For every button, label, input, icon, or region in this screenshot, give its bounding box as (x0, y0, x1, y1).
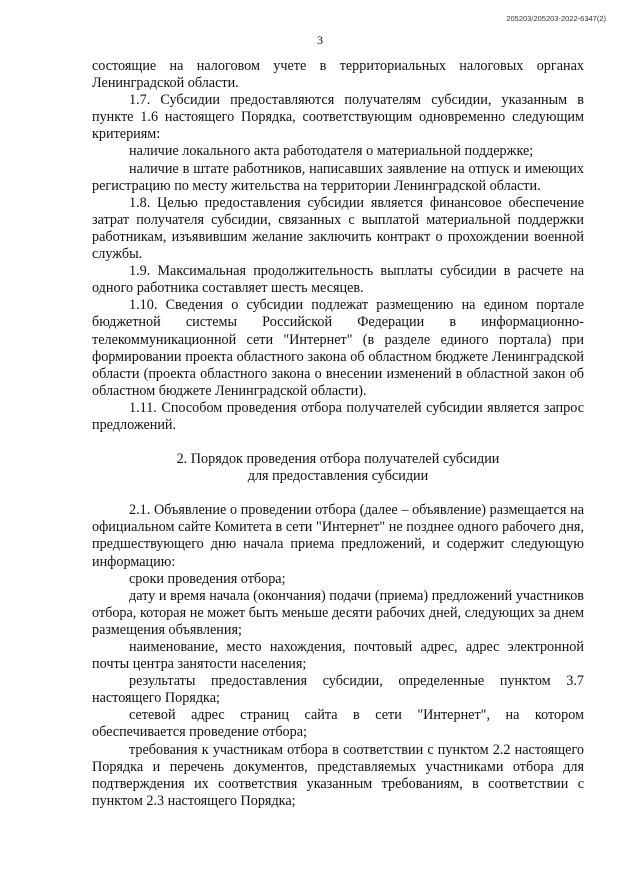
criterion-1: наличие локального акта работодателя о материальной поддержке; (129, 143, 534, 160)
list-item-4: результаты предоставления субсидии, определенные пунктом 3.7 настоящего Порядка; (92, 673, 584, 707)
list-item-5: сетевой адрес страниц сайта в сети "Интернет", на котором обеспечивается проведение отбора; (92, 707, 584, 741)
paragraph-1-7: 1.7. Субсидии предоставляются получателям субсидии, указанным в пункте 1.6 настоящего Порядка, соответствующим одновременно следующим критериям: (92, 92, 584, 143)
list-item-1: сроки проведения отбора; (129, 570, 286, 587)
paragraph-1-11: 1.11. Способом проведения отбора получателей субсидии является запрос предложений. (92, 399, 584, 433)
paragraph-1-10: 1.10. Сведения о субсидии подлежат размещению на едином портале бюджетной системы Российской Федерации в информационно-телекоммуникационной сети "Интернет" (в разделе единого портала) при формировании проекта областного закона об областном бюджете Ленинградской области (проекта областного закона о внесении изменений в областной закон об областном бюджете Ленинградской области). (92, 297, 584, 399)
paragraph-1-8: 1.8. Целью предоставления субсидии является финансовое обеспечение затрат получателя субсидии, связанных с выплатой материальной поддержки работникам, изъявившим желание заключить контракт о прохождении военной службы. (92, 194, 584, 263)
page-number: 3 (317, 33, 323, 47)
paragraph-continuation: состоящие на налоговом учете в территориальных налоговых органах Ленинградской области. (92, 58, 584, 92)
list-item-3: наименование, место нахождения, почтовый адрес, адрес электронной почты центра занятости населения; (92, 639, 584, 673)
document-id: 205203/205203-2022-6347(2) (506, 14, 606, 23)
section-2-heading (92, 451, 584, 485)
list-item-6: требования к участникам отбора в соответствии с пунктом 2.2 настоящего Порядка и перечень документов, представляемых участниками отбора для подтверждения их соответствия указанным требованиям, в соответствии с пунктом 2.3 настоящего Порядка; (92, 741, 584, 809)
document-body (92, 58, 584, 810)
section-2-heading-line-1: 2. Порядок проведения отбора получателей субсидии (176, 451, 500, 468)
paragraph-1-9: 1.9. Максимальная продолжительность выплаты субсидии в расчете на одного работника составляет шесть месяцев. (92, 263, 584, 297)
section-2-heading-line-2: для предоставления субсидии (247, 468, 429, 485)
list-item-2: дату и время начала (окончания) подачи (приема) предложений участников отбора, которая не может быть меньше десяти рабочих дней, следующих за днем размещения объявления; (92, 587, 584, 638)
paragraph-2-1: 2.1. Объявление о проведении отбора (далее – объявление) размещается на официальном сайте Комитета в сети "Интернет" не позднее одного рабочего дня, предшествующего дню начала приема предложений, и содержит следующую информацию: (92, 502, 584, 570)
criterion-2: наличие в штате работников, написавших заявление на отпуск и имеющих регистрацию по месту жительства на территории Ленинградской области. (92, 160, 584, 194)
